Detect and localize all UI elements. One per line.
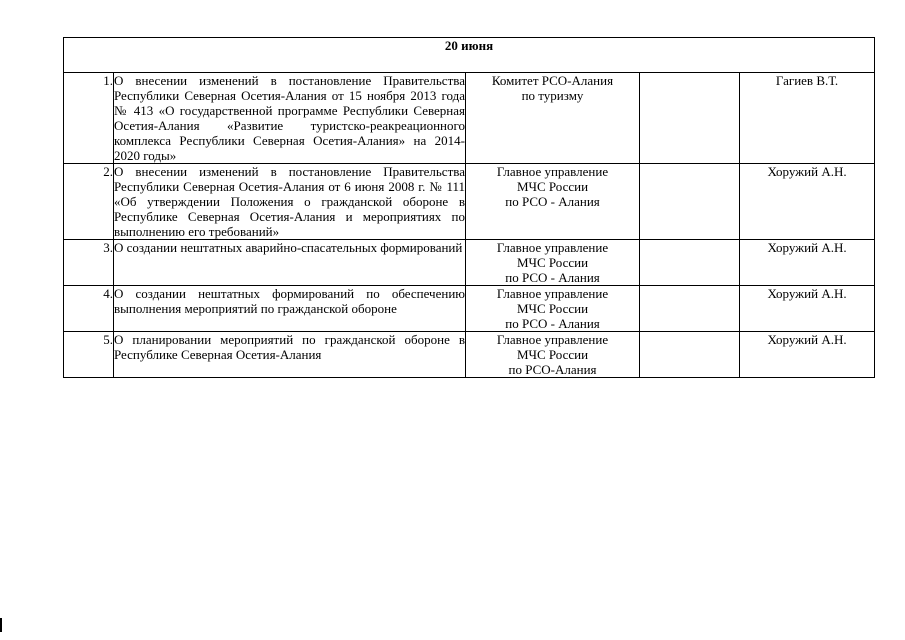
organization-line: Комитет РСО-Алания [491, 73, 614, 88]
document-title: О внесении изменений в постановление Правительства Республики Северная Осетия-Алания от 15 ноября 2013 года № 413 «О государственной программе Республики Северная Осетия-Алания «Развитие туристско-реакреационного комплекса Республики Северная Осетия-Алания» на 2014-2020 годы» [114, 73, 465, 163]
organization-line: Главное управление [496, 286, 609, 301]
date-heading-row [64, 38, 875, 73]
date-heading: 20 июня [64, 38, 875, 73]
blank-cell [640, 164, 740, 240]
organization-line: Главное управление [496, 164, 609, 179]
table-row [64, 240, 875, 286]
row-number: 4. [64, 286, 114, 332]
responsible-person: Хоружий А.Н. [740, 240, 875, 286]
organization-line: МЧС России [516, 255, 589, 270]
row-number: 3. [64, 240, 114, 286]
row-number: 5. [64, 332, 114, 378]
document-title: О внесении изменений в постановление Правительства Республики Северная Осетия-Алания от 6 июня 2008 г. № 111 «Об утверждении Положения о гражданской обороне в Республике Северная Осетия-Алания и мероприятиях по выполнению его требований» [114, 164, 465, 239]
table-row [64, 286, 875, 332]
scan-edge-mark [0, 618, 2, 632]
organization-line: МЧС России [516, 347, 589, 362]
schedule-table [63, 37, 875, 378]
organization-line: Главное управление [496, 332, 609, 347]
table-row [64, 73, 875, 164]
blank-cell [640, 286, 740, 332]
organization-line: Главное управление [496, 240, 609, 255]
organization [466, 73, 640, 164]
organization-line: по РСО - Алания [505, 194, 600, 209]
organization-line: МЧС России [516, 179, 589, 194]
organization [466, 240, 640, 286]
responsible-person: Хоружий А.Н. [740, 286, 875, 332]
organization-line: МЧС России [516, 301, 589, 316]
row-number: 1. [64, 73, 114, 164]
document-title: О создании нештатных формирований по обеспечению выполнения мероприятий по гражданской обороне [114, 286, 466, 332]
table-row [64, 164, 875, 240]
blank-cell [640, 332, 740, 378]
blank-cell [640, 240, 740, 286]
document-title: О создании нештатных аварийно-спасательных формирований [114, 240, 466, 286]
organization [466, 332, 640, 378]
organization-line: по РСО-Алания [508, 362, 597, 377]
blank-cell [640, 73, 740, 164]
responsible-person: Хоружий А.Н. [740, 332, 875, 378]
organization-line: по РСО - Алания [505, 270, 600, 285]
organization [466, 286, 640, 332]
row-number: 2. [64, 164, 114, 240]
organization-line: по туризму [521, 88, 584, 103]
responsible-person: Хоружий А.Н. [740, 164, 875, 240]
organization-line: по РСО - Алания [505, 316, 600, 331]
document-title: О планировании мероприятий по гражданской обороне в Республике Северная Осетия-Алания [114, 332, 466, 378]
table-row [64, 332, 875, 378]
organization [466, 164, 640, 240]
responsible-person: Гагиев В.Т. [740, 73, 875, 164]
